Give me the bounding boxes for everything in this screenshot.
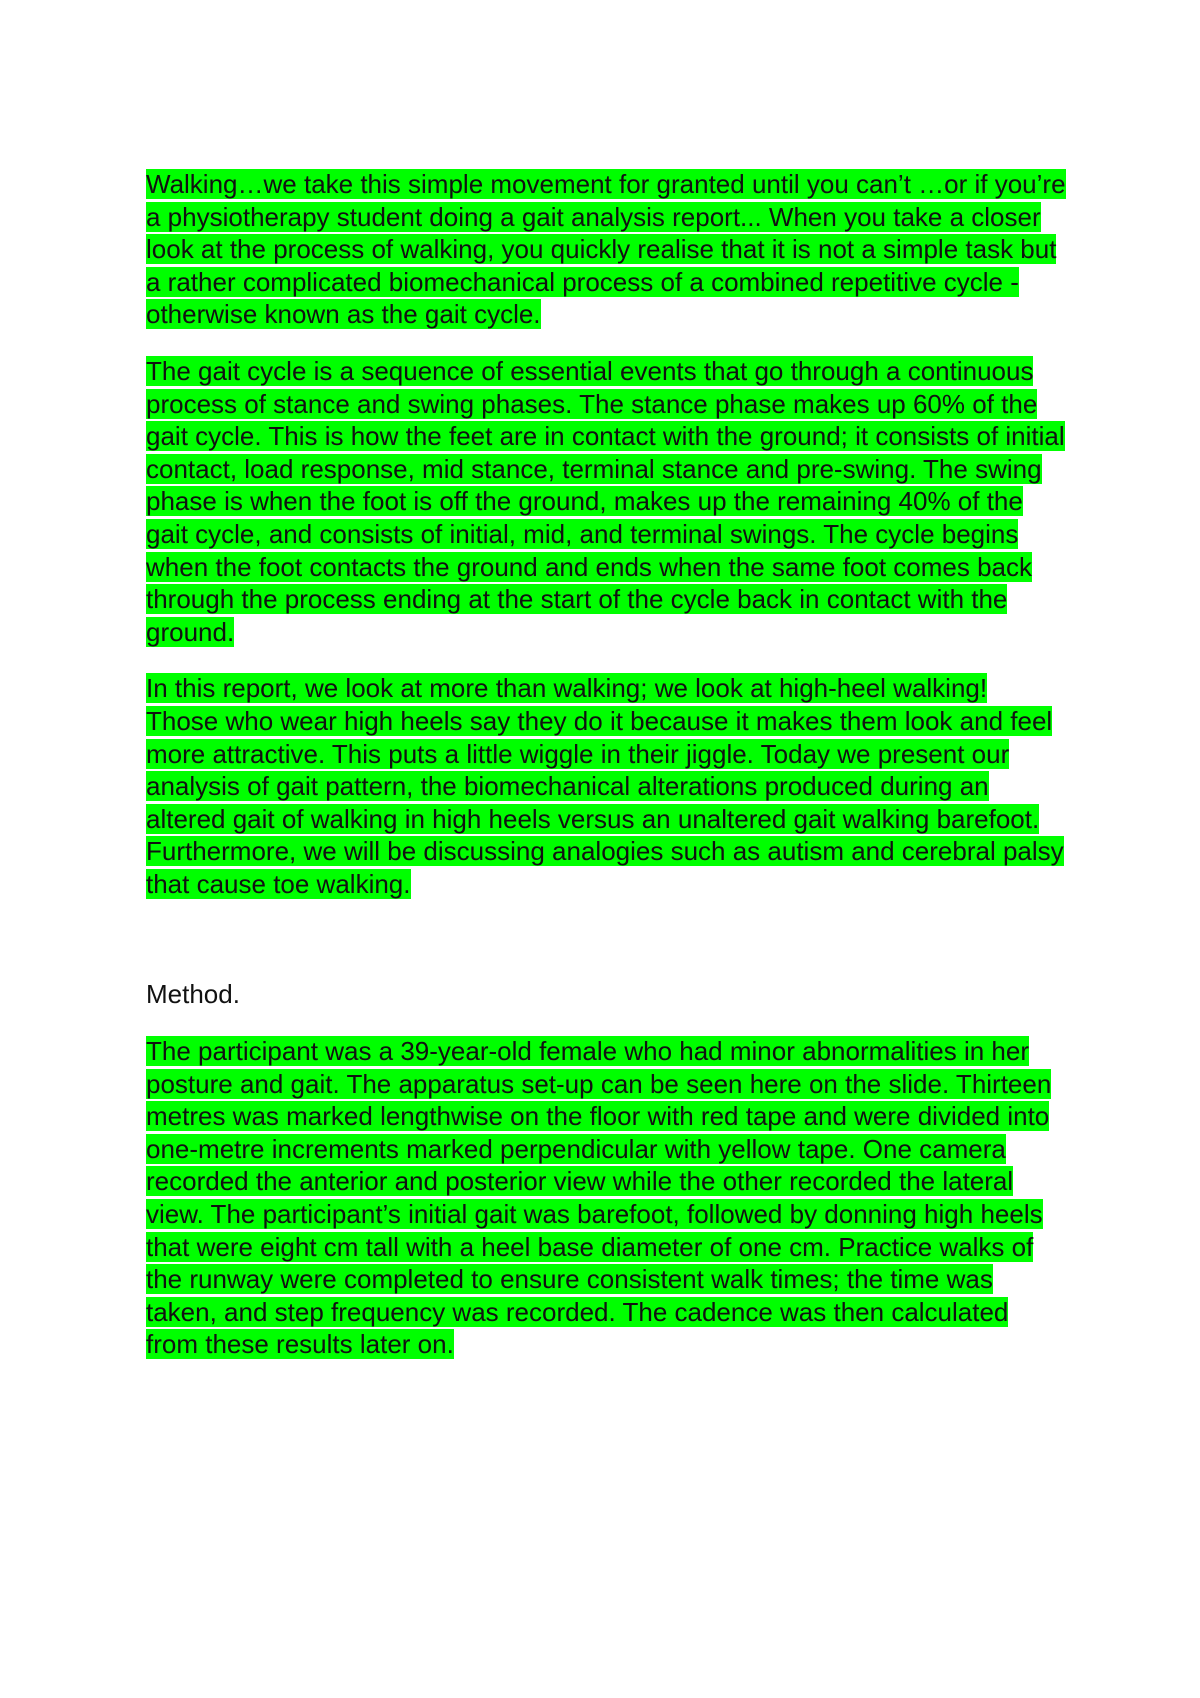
method-heading: Method. (146, 979, 240, 1010)
gait-cycle-paragraph (146, 355, 1066, 648)
document-page (146, 168, 1066, 1385)
method-paragraph (146, 1035, 1066, 1361)
intro-paragraph (146, 168, 1066, 331)
highlighted-text: The gait cycle is a sequence of essential events that go through a continuous process of stance and swing phases. The stance phase makes up 60% of the gait cycle. This is how the feet are in contact with the ground; it consists of initial contact, load response, mid stance, terminal stance and pre-swing. The swing phase is when the foot is off the ground, makes up the remaining 40% of the gait cycle, and consists of initial, mid, and terminal swings. The cycle begins when the foot contacts the ground and ends when the same foot comes back through the process ending at the start of the cycle back in contact with the ground. (146, 355, 1065, 647)
highlighted-text: The participant was a 39-year-old female who had minor abnormalities in her posture and gait. The apparatus set-up can be seen here on the slide. Thirteen metres was marked lengthwise on the floor with red tape and were divided into one-metre increments marked perpendicular with yellow tape. One camera recorded the anterior and posterior view while the other recorded the lateral view. The participant’s initial gait was barefoot, followed by donning high heels that were eight cm tall with a heel base diameter of one cm. Practice walks of the runway were completed to ensure consistent walk times; the time was taken, and step frequency was recorded. The cadence was then calculated from these results later on. (146, 1036, 1052, 1360)
highlighted-text: Walking…we take this simple movement for granted until you can’t …or if you’re a physiotherapy student doing a gait analysis report... When you take a closer look at the process of walking, you quickly realise that it is not a simple task but a rather complicated biomechanical process of a combined repetitive cycle - otherwise known as the gait cycle. (146, 169, 1066, 330)
highlighted-text: In this report, we look at more than walking; we look at high-heel walking! Those who wear high heels say they do it because it makes them look and feel more attractive. This puts a little wiggle in their jiggle. Today we present our analysis of gait pattern, the biomechanical alterations produced during an altered gait of walking in high heels versus an unaltered gait walking barefoot. Furthermore, we will be discussing analogies such as autism and cerebral palsy that cause toe walking. (146, 673, 1064, 899)
report-overview-paragraph (146, 672, 1066, 900)
